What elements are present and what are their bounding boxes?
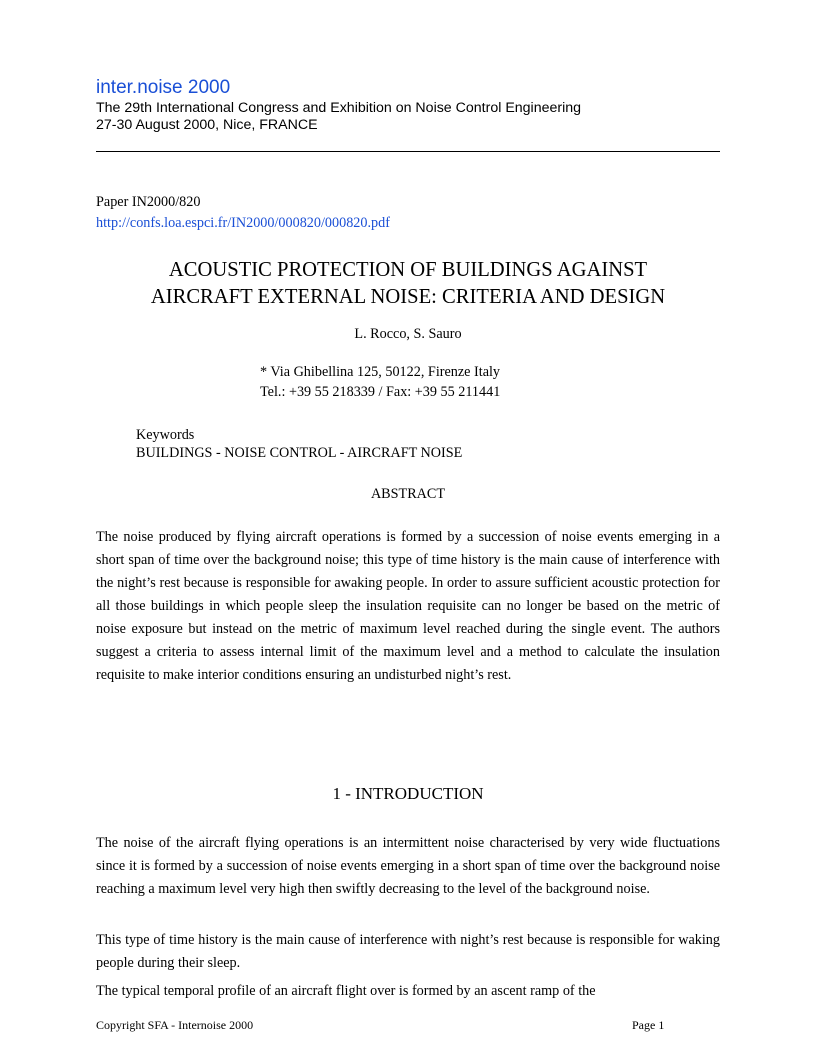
- paper-title: [96, 257, 720, 311]
- congress-title: The 29th International Congress and Exhibition on Noise Control Engineering: [96, 100, 582, 116]
- keywords-value: BUILDINGS - NOISE CONTROL - AIRCRAFT NOISE: [136, 445, 463, 461]
- introduction-paragraph-2: This type of time history is the main cause of interference with night’s rest because is responsible for waking people during their sleep.: [96, 932, 720, 971]
- abstract-heading: ABSTRACT: [370, 486, 446, 502]
- keywords-block: [136, 426, 462, 462]
- header-divider: [96, 151, 720, 152]
- abstract-text: The noise produced by flying aircraft operations is formed by a succession of noise events emerging in a short span of time over the background noise; this type of time history is the main cause of interference with the night’s rest because is responsible for awaking people. In order to assure sufficient acoustic protection for all those buildings in which people sleep the insulation requisite can no longer be based on the metric of noise exposure but instead on the metric of maximum level reached during the single event. The authors suggest a criteria to assess internal limit of the maximum level and a method to calculate the insulation requisite to make interior conditions ensuring an undisturbed night’s rest.: [96, 529, 720, 683]
- affiliation: [260, 362, 500, 402]
- conference-header: [96, 76, 720, 134]
- paper-title-line-2: AIRCRAFT EXTERNAL NOISE: CRITERIA AND DESIGN: [150, 286, 666, 308]
- conference-name: inter.noise 2000: [96, 77, 231, 98]
- conference-dates: 27-30 August 2000, Nice, FRANCE: [96, 117, 318, 133]
- footer-page-number: Page 1: [632, 1018, 665, 1032]
- paper-title-line-1: ACOUSTIC PROTECTION OF BUILDINGS AGAINST: [168, 259, 648, 281]
- paper-id: Paper IN2000/820: [96, 194, 201, 210]
- paper-url-link[interactable]: http://confs.loa.espci.fr/IN2000/000820/000820.pdf: [96, 215, 390, 231]
- footer-copyright: Copyright SFA - Internoise 2000: [96, 1018, 254, 1032]
- introduction-paragraph-1: The noise of the aircraft flying operations is an intermittent noise characterised by very wide fluctuations since it is formed by a succession of noise events emerging in a short span of time over the background noise reaching a maximum level very high then swiftly decreasing to the level of the background noise.: [96, 835, 720, 897]
- keywords-label: Keywords: [136, 427, 195, 443]
- authors: L. Rocco, S. Sauro: [354, 326, 462, 342]
- affiliation-contact: Tel.: +39 55 218339 / Fax: +39 55 211441: [260, 384, 501, 400]
- introduction-heading: 1 - INTRODUCTION: [332, 784, 484, 803]
- affiliation-address: * Via Ghibellina 125, 50122, Firenze Italy: [260, 364, 501, 380]
- introduction-paragraph-3: The typical temporal profile of an aircraft flight over is formed by an ascent ramp of the: [96, 983, 596, 999]
